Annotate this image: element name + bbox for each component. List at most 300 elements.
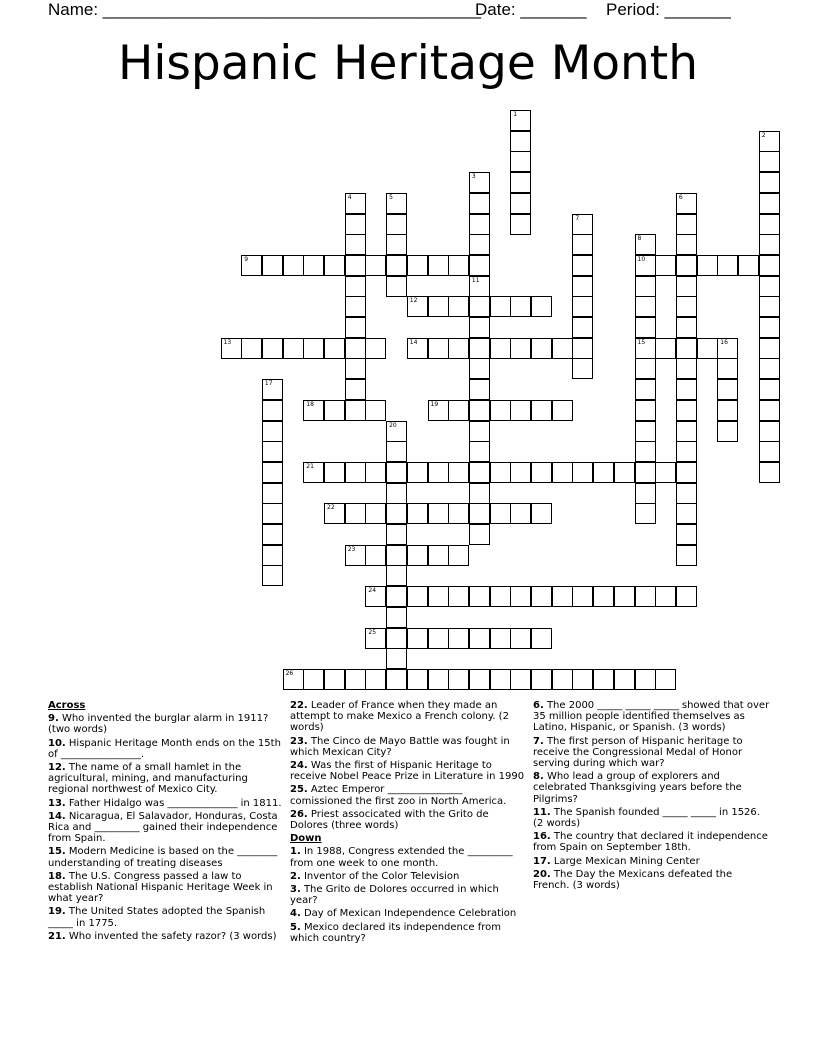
grid-cell[interactable] <box>635 255 656 276</box>
grid-cell[interactable] <box>407 586 428 607</box>
grid-cell[interactable] <box>676 483 697 504</box>
grid-cell[interactable] <box>510 628 531 649</box>
grid-cell[interactable] <box>303 400 324 421</box>
clue-text: The Grito de Dolores occurred in which year? <box>290 884 499 907</box>
grid-cell[interactable] <box>345 545 366 566</box>
grid-cell[interactable] <box>655 462 676 483</box>
grid-cell[interactable] <box>324 400 345 421</box>
grid-cell[interactable] <box>635 379 656 400</box>
grid-cell[interactable] <box>759 214 780 235</box>
clue-text: Leader of France when they made an attempt to make Mexico a French colony. (2 words) <box>290 700 509 734</box>
grid-cell[interactable] <box>490 296 511 317</box>
grid-cell[interactable] <box>510 110 531 131</box>
grid-cell[interactable] <box>635 462 656 483</box>
grid-cell[interactable] <box>510 172 531 193</box>
grid-cell[interactable] <box>510 151 531 172</box>
clue-number: 13 <box>223 338 232 346</box>
grid-cell[interactable] <box>635 400 656 421</box>
grid-cell[interactable] <box>510 338 531 359</box>
grid-cell[interactable] <box>407 669 428 690</box>
grid-cell[interactable] <box>448 669 469 690</box>
clue-number: 12 <box>409 297 418 305</box>
grid-cell[interactable] <box>676 317 697 338</box>
grid-cell[interactable] <box>469 234 490 255</box>
grid-cell[interactable] <box>324 338 345 359</box>
grid-cell[interactable] <box>386 586 407 607</box>
grid-cell[interactable] <box>676 503 697 524</box>
grid-cell[interactable] <box>469 503 490 524</box>
grid-cell[interactable] <box>510 400 531 421</box>
grid-cell[interactable] <box>386 234 407 255</box>
grid-cell[interactable] <box>490 338 511 359</box>
grid-cell[interactable] <box>428 669 449 690</box>
clue-text: Who invented the burglar alarm in 1911? (two words) <box>48 713 269 736</box>
grid-cell[interactable] <box>386 607 407 628</box>
grid-cell[interactable] <box>676 234 697 255</box>
grid-cell[interactable] <box>552 400 573 421</box>
grid-cell[interactable] <box>490 462 511 483</box>
grid-cell[interactable] <box>572 586 593 607</box>
grid-cell[interactable] <box>428 255 449 276</box>
grid-cell[interactable] <box>676 421 697 442</box>
grid-cell[interactable] <box>531 503 552 524</box>
clue-text: The United States adopted the Spanish _____ in 1775. <box>48 906 266 929</box>
grid-cell[interactable] <box>572 214 593 235</box>
grid-cell[interactable] <box>283 255 304 276</box>
clue-text: Who invented the safety razor? (3 words) <box>65 930 277 942</box>
grid-cell[interactable] <box>365 545 386 566</box>
grid-cell[interactable] <box>262 483 283 504</box>
grid-cell[interactable] <box>635 441 656 462</box>
grid-cell[interactable] <box>448 338 469 359</box>
clue-section-heading: Down <box>290 833 322 845</box>
grid-cell[interactable] <box>759 131 780 152</box>
grid-cell[interactable] <box>262 338 283 359</box>
clue-number-label: 24. <box>290 760 308 772</box>
clues-section <box>0 700 816 1050</box>
grid-cell[interactable] <box>676 462 697 483</box>
grid-cell[interactable] <box>365 462 386 483</box>
clue-text: The Spanish founded _____ _____ in 1526. (2 words) <box>533 806 760 830</box>
grid-cell[interactable] <box>345 234 366 255</box>
grid-cell[interactable] <box>469 276 490 297</box>
grid-cell[interactable] <box>717 358 738 379</box>
grid-cell[interactable] <box>262 545 283 566</box>
period-field[interactable]: Period: _______ <box>606 0 731 19</box>
grid-cell[interactable] <box>469 628 490 649</box>
grid-cell[interactable] <box>635 358 656 379</box>
clue-number-label: 26. <box>290 808 308 820</box>
grid-cell[interactable] <box>676 276 697 297</box>
grid-cell[interactable] <box>345 358 366 379</box>
grid-cell[interactable] <box>407 255 428 276</box>
grid-cell[interactable] <box>676 358 697 379</box>
grid-cell[interactable] <box>241 338 262 359</box>
clue-number-label: 5. <box>290 921 301 933</box>
grid-cell[interactable] <box>676 296 697 317</box>
clue-number: 22 <box>327 504 335 512</box>
grid-cell[interactable] <box>407 338 428 359</box>
grid-cell[interactable] <box>572 276 593 297</box>
grid-cell[interactable] <box>221 338 242 359</box>
grid-cell[interactable] <box>510 131 531 152</box>
grid-cell[interactable] <box>469 379 490 400</box>
clue-text: Father Hidalgo was ______________ in 1811. <box>65 797 282 809</box>
grid-cell[interactable] <box>303 338 324 359</box>
grid-cell[interactable] <box>345 462 366 483</box>
clue-text: Modern Medicine is based on the ________ understanding of treating diseases <box>48 846 278 869</box>
grid-cell[interactable] <box>448 296 469 317</box>
grid-cell[interactable] <box>365 338 386 359</box>
clue-item <box>48 798 286 809</box>
grid-cell[interactable] <box>345 503 366 524</box>
clue-number: 21 <box>306 462 314 470</box>
grid-cell[interactable] <box>386 462 407 483</box>
grid-cell[interactable] <box>635 669 656 690</box>
grid-cell[interactable] <box>324 669 345 690</box>
grid-cell[interactable] <box>345 317 366 338</box>
grid-cell[interactable] <box>510 503 531 524</box>
clue-number-label: 9. <box>48 713 59 725</box>
grid-cell[interactable] <box>759 317 780 338</box>
grid-cell[interactable] <box>386 628 407 649</box>
grid-cell[interactable] <box>469 586 490 607</box>
grid-cell[interactable] <box>407 545 428 566</box>
grid-cell[interactable] <box>759 276 780 297</box>
grid-cell[interactable] <box>635 503 656 524</box>
grid-cell[interactable] <box>407 462 428 483</box>
clue-number-label: 17. <box>533 855 551 867</box>
grid-cell[interactable] <box>428 545 449 566</box>
grid-cell[interactable] <box>469 462 490 483</box>
clue-item <box>533 807 771 829</box>
grid-cell[interactable] <box>635 276 656 297</box>
clue-number-label: 8. <box>533 771 544 783</box>
grid-cell[interactable] <box>469 255 490 276</box>
grid-cell[interactable] <box>531 586 552 607</box>
grid-cell[interactable] <box>448 462 469 483</box>
grid-cell[interactable] <box>448 400 469 421</box>
grid-cell[interactable] <box>635 317 656 338</box>
grid-cell[interactable] <box>759 255 780 276</box>
clue-number: 5 <box>389 193 393 201</box>
grid-cell[interactable] <box>262 255 283 276</box>
grid-cell[interactable] <box>428 462 449 483</box>
grid-cell[interactable] <box>635 586 656 607</box>
clue-text: Who lead a group of explorers and celebrated Thanksgiving years before the Pilgrims? <box>533 771 742 805</box>
grid-cell[interactable] <box>386 483 407 504</box>
grid-cell[interactable] <box>510 214 531 235</box>
clue-number: 7 <box>575 214 580 222</box>
grid-cell[interactable] <box>262 462 283 483</box>
grid-cell[interactable] <box>345 276 366 297</box>
grid-cell[interactable] <box>635 421 656 442</box>
grid-cell[interactable] <box>428 296 449 317</box>
grid-cell[interactable] <box>386 255 407 276</box>
clue-text: The U.S. Congress passed a law to establish National Hispanic Heritage Week in what year? <box>48 870 273 905</box>
grid-cell[interactable] <box>676 193 697 214</box>
grid-cell[interactable] <box>386 421 407 442</box>
grid-cell[interactable] <box>345 669 366 690</box>
grid-cell[interactable] <box>386 276 407 297</box>
grid-cell[interactable] <box>345 400 366 421</box>
grid-cell[interactable] <box>676 255 697 276</box>
grid-cell[interactable] <box>324 503 345 524</box>
grid-cell[interactable] <box>717 421 738 442</box>
clue-number: 24 <box>368 587 377 595</box>
grid-cell[interactable] <box>759 379 780 400</box>
clue-item <box>290 700 528 734</box>
grid-cell[interactable] <box>759 234 780 255</box>
grid-cell[interactable] <box>448 628 469 649</box>
clue-number-label: 15. <box>48 846 66 858</box>
grid-cell[interactable] <box>365 669 386 690</box>
clue-item <box>48 846 286 868</box>
grid-cell[interactable] <box>510 462 531 483</box>
grid-cell[interactable] <box>572 317 593 338</box>
grid-cell[interactable] <box>759 296 780 317</box>
clue-number: 10 <box>637 255 646 263</box>
grid-cell[interactable] <box>262 421 283 442</box>
grid-cell[interactable] <box>572 358 593 379</box>
grid-cell[interactable] <box>552 586 573 607</box>
grid-cell[interactable] <box>469 441 490 462</box>
grid-cell[interactable] <box>759 193 780 214</box>
grid-cell[interactable] <box>386 214 407 235</box>
grid-cell[interactable] <box>614 462 635 483</box>
grid-cell[interactable] <box>531 669 552 690</box>
grid-cell[interactable] <box>759 338 780 359</box>
grid-cell[interactable] <box>676 338 697 359</box>
grid-cell[interactable] <box>324 462 345 483</box>
grid-cell[interactable] <box>303 669 324 690</box>
clue-number: 2 <box>761 131 766 139</box>
grid-cell[interactable] <box>759 400 780 421</box>
grid-cell[interactable] <box>614 669 635 690</box>
clue-number: 16 <box>720 338 728 346</box>
grid-cell[interactable] <box>635 296 656 317</box>
grid-cell[interactable] <box>283 338 304 359</box>
grid-cell[interactable] <box>386 565 407 586</box>
grid-cell[interactable] <box>386 669 407 690</box>
grid-cell[interactable] <box>262 400 283 421</box>
grid-cell[interactable] <box>593 462 614 483</box>
clue-number-label: 11. <box>533 806 551 818</box>
grid-cell[interactable] <box>345 379 366 400</box>
grid-cell[interactable] <box>552 669 573 690</box>
grid-cell[interactable] <box>469 214 490 235</box>
grid-cell[interactable] <box>759 462 780 483</box>
clue-number-label: 18. <box>48 870 66 882</box>
grid-cell[interactable] <box>572 669 593 690</box>
grid-cell[interactable] <box>572 338 593 359</box>
grid-cell[interactable] <box>717 400 738 421</box>
grid-cell[interactable] <box>510 669 531 690</box>
grid-cell[interactable] <box>759 358 780 379</box>
grid-cell[interactable] <box>697 338 718 359</box>
grid-cell[interactable] <box>593 669 614 690</box>
grid-cell[interactable] <box>676 545 697 566</box>
clue-number-label: 25. <box>290 784 308 796</box>
grid-cell[interactable] <box>262 524 283 545</box>
grid-cell[interactable] <box>614 586 635 607</box>
grid-cell[interactable] <box>676 441 697 462</box>
grid-cell[interactable] <box>469 483 490 504</box>
grid-cell[interactable] <box>490 586 511 607</box>
grid-cell[interactable] <box>552 462 573 483</box>
grid-cell[interactable] <box>386 441 407 462</box>
grid-cell[interactable] <box>428 400 449 421</box>
grid-cell[interactable] <box>469 193 490 214</box>
grid-cell[interactable] <box>759 172 780 193</box>
grid-cell[interactable] <box>262 565 283 586</box>
grid-cell[interactable] <box>510 296 531 317</box>
grid-cell[interactable] <box>386 648 407 669</box>
grid-cell[interactable] <box>738 255 759 276</box>
clue-text: The country that declared it independence from Spain on September 18th. <box>533 831 768 854</box>
grid-cell[interactable] <box>407 503 428 524</box>
clue-item <box>290 871 528 882</box>
grid-cell[interactable] <box>345 338 366 359</box>
grid-cell[interactable] <box>448 586 469 607</box>
grid-cell[interactable] <box>552 338 573 359</box>
clue-item <box>290 784 528 806</box>
grid-cell[interactable] <box>717 255 738 276</box>
grid-cell[interactable] <box>407 628 428 649</box>
grid-cell[interactable] <box>531 400 552 421</box>
grid-cell[interactable] <box>386 545 407 566</box>
grid-cell[interactable] <box>676 586 697 607</box>
grid-cell[interactable] <box>428 586 449 607</box>
grid-cell[interactable] <box>759 151 780 172</box>
clue-item <box>290 884 528 906</box>
grid-cell[interactable] <box>490 669 511 690</box>
grid-cell[interactable] <box>510 586 531 607</box>
grid-cell[interactable] <box>345 255 366 276</box>
grid-cell[interactable] <box>717 379 738 400</box>
grid-cell[interactable] <box>510 193 531 214</box>
grid-cell[interactable] <box>428 628 449 649</box>
grid-cell[interactable] <box>469 172 490 193</box>
grid-cell[interactable] <box>655 669 676 690</box>
grid-cell[interactable] <box>365 586 386 607</box>
grid-cell[interactable] <box>572 296 593 317</box>
clue-text: Mexico declared its independence from which country? <box>290 921 501 944</box>
grid-cell[interactable] <box>717 338 738 359</box>
grid-cell[interactable] <box>572 462 593 483</box>
grid-cell[interactable] <box>365 255 386 276</box>
clue-text: Large Mexican Mining Center <box>550 855 700 867</box>
grid-cell[interactable] <box>531 462 552 483</box>
grid-cell[interactable] <box>635 483 656 504</box>
grid-cell[interactable] <box>469 400 490 421</box>
grid-cell[interactable] <box>531 296 552 317</box>
grid-cell[interactable] <box>448 545 469 566</box>
grid-cell[interactable] <box>365 503 386 524</box>
grid-cell[interactable] <box>469 317 490 338</box>
grid-cell[interactable] <box>448 255 469 276</box>
grid-cell[interactable] <box>262 379 283 400</box>
grid-cell[interactable] <box>635 234 656 255</box>
grid-cell[interactable] <box>469 296 490 317</box>
grid-cell[interactable] <box>469 524 490 545</box>
grid-cell[interactable] <box>759 421 780 442</box>
grid-cell[interactable] <box>345 193 366 214</box>
grid-cell[interactable] <box>428 338 449 359</box>
grid-cell[interactable] <box>676 524 697 545</box>
clue-number-label: 21. <box>48 930 66 942</box>
grid-cell[interactable] <box>490 503 511 524</box>
grid-cell[interactable] <box>345 296 366 317</box>
grid-cell[interactable] <box>386 524 407 545</box>
clue-item <box>533 771 771 805</box>
grid-cell[interactable] <box>655 338 676 359</box>
grid-cell[interactable] <box>593 586 614 607</box>
clue-item <box>290 908 528 919</box>
clue-item <box>290 922 528 944</box>
clue-text: Was the first of Hispanic Heritage to receive Nobel Peace Prize in Literature in 1990 <box>290 760 525 783</box>
grid-cell[interactable] <box>531 338 552 359</box>
grid-cell[interactable] <box>283 669 304 690</box>
grid-cell[interactable] <box>262 441 283 462</box>
grid-cell[interactable] <box>635 338 656 359</box>
grid-cell[interactable] <box>469 421 490 442</box>
clue-item <box>290 846 528 868</box>
clue-number: 15 <box>637 338 646 346</box>
grid-cell[interactable] <box>262 503 283 524</box>
grid-cell[interactable] <box>490 400 511 421</box>
name-field[interactable]: Name: ________________________________________ <box>48 0 481 19</box>
grid-cell[interactable] <box>759 441 780 462</box>
date-field[interactable]: Date: _______ <box>475 0 587 19</box>
grid-cell[interactable] <box>407 296 428 317</box>
grid-cell[interactable] <box>572 234 593 255</box>
grid-cell[interactable] <box>531 628 552 649</box>
grid-cell[interactable] <box>365 628 386 649</box>
grid-cell[interactable] <box>241 255 262 276</box>
clue-item <box>48 738 286 760</box>
grid-cell[interactable] <box>324 255 345 276</box>
clue-item <box>48 931 286 942</box>
grid-cell[interactable] <box>469 669 490 690</box>
grid-cell[interactable] <box>345 214 366 235</box>
grid-cell[interactable] <box>469 358 490 379</box>
clue-section-heading: Across <box>48 700 86 711</box>
grid-cell[interactable] <box>386 503 407 524</box>
grid-cell[interactable] <box>365 400 386 421</box>
clue-item <box>48 762 286 796</box>
grid-cell[interactable] <box>303 462 324 483</box>
grid-cell[interactable] <box>676 214 697 235</box>
grid-cell[interactable] <box>572 255 593 276</box>
grid-cell[interactable] <box>676 379 697 400</box>
grid-cell[interactable] <box>386 193 407 214</box>
clue-number-label: 3. <box>290 884 301 896</box>
grid-cell[interactable] <box>655 255 676 276</box>
grid-cell[interactable] <box>448 503 469 524</box>
grid-cell[interactable] <box>428 503 449 524</box>
grid-cell[interactable] <box>490 628 511 649</box>
grid-cell[interactable] <box>469 338 490 359</box>
clue-item <box>290 736 528 758</box>
clue-text: Aztec Emperor _______________ comissioned the first zoo in North America. <box>290 784 507 807</box>
grid-cell[interactable] <box>303 255 324 276</box>
grid-cell[interactable] <box>676 400 697 421</box>
grid-cell[interactable] <box>655 586 676 607</box>
grid-cell[interactable] <box>697 255 718 276</box>
clue-item <box>48 713 286 735</box>
clue-number: 25 <box>368 628 377 636</box>
